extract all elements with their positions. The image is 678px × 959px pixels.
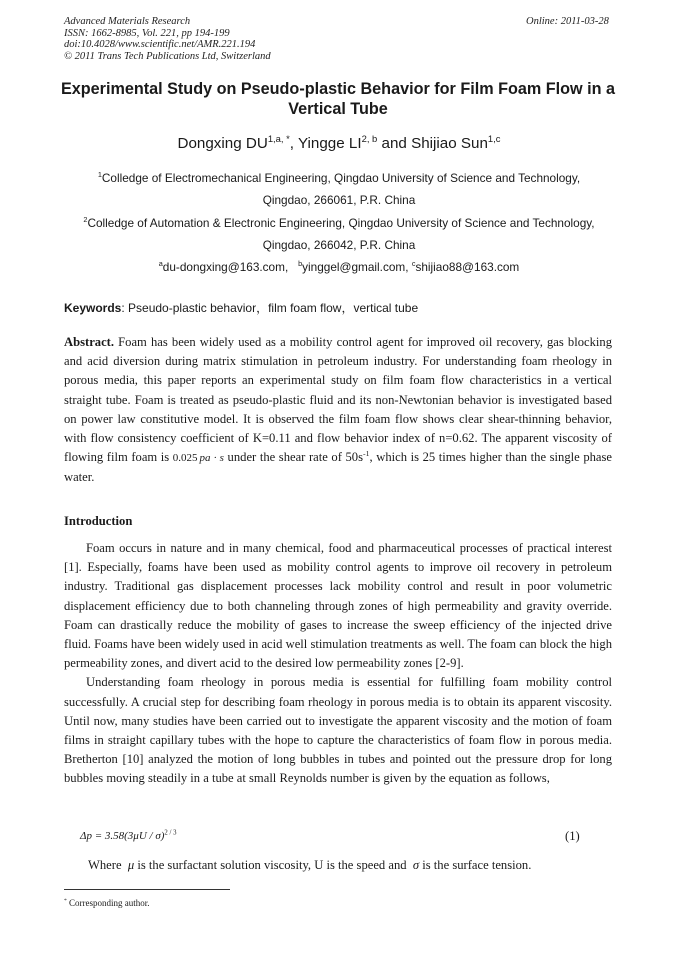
mu-symbol: μ bbox=[127, 858, 135, 872]
footnote-text: Corresponding author. bbox=[66, 898, 150, 908]
intro-paragraph-1: Foam occurs in nature and in many chemical, food and pharmaceutical processes of practical interest [1]. Especially, foams have been used as mobility control agents to improve oil recovery in petroleum industry. Traditional gas displacement processes lack mobility control and result in poor volumetric displacement efficiency due to both channeling through zones of high permeability and gravity override. Foam can drastically reduce the mobility of gases to increase the sweep efficiency of the injected drive fluid. Foams have been widely used in acid well stimulation treatments as well. The foam can block the high permeability zones, and divert acid to the desired low permeability zones [2-9]. bbox=[64, 541, 612, 671]
copyright-line: © 2011 Trans Tech Publications Ltd, Switzerland bbox=[64, 50, 271, 62]
title-line-1: Experimental Study on Pseudo-plastic Behavior for Film Foam Flow in a bbox=[60, 80, 616, 98]
affiliation-1-line-1: Colledge of Electromechanical Engineering, Qingdao University of Science and Technology, bbox=[101, 171, 581, 185]
author-li-marks: 2, b bbox=[361, 132, 378, 144]
email-sun: shijiao88@163.com bbox=[415, 260, 520, 274]
issn-line: ISSN: 1662-8985, Vol. 221, pp 194-199 bbox=[64, 27, 230, 39]
viscosity-unit: pa · s bbox=[199, 452, 224, 465]
equation-body: Δp = 3.58(3μU / σ) bbox=[80, 830, 165, 842]
keywords-text: : Pseudo-plastic behavior，film foam flow，vertical tube bbox=[121, 301, 419, 315]
author-separator: , bbox=[289, 135, 298, 152]
intro-paragraph-2: Understanding foam rheology in porous media is essential for fulfilling foam mobility control successfully. A crucial step for describing foam rheology in porous media is to obtain its apparent viscosity. Until now, many studies have been carried out to investigate the apparent viscosity and the motion of foam films in straight capillary tubes with the hope to capture the characteristics of foam flow in porous media. Bretherton [10] analyzed the motion of long bubbles in tubes and pointed out the pressure drop for long bubbles moving steadily in a tube at small Reynolds number is given by the equation as follows, bbox=[64, 675, 612, 786]
author-du: Dongxing DU bbox=[177, 135, 268, 152]
email-li: yinggel@gmail.com, bbox=[302, 260, 409, 274]
intro-paragraph-3 bbox=[64, 856, 612, 875]
author-du-marks: 1,a, * bbox=[267, 132, 290, 144]
abstract-text: Foam has been widely used as a mobility control agent for improved oil recovery, gas blocking and acid diversion during matrix stimulation in petroleum industry. For understanding foam rheology in porous media, this paper reports an experimental study on film foam flow characteristics in a vertical straight tube. Foam is treated as pseudo-plastic fluid and its non-Newtonian behavior is investigated based on power law constitutive model. It is observed the film foam flow shows clear shear-thinning behavior, with flow consistency coefficient of K=0.11 and flow behavior index of n=0.62. The apparent viscosity of flowing film foam is bbox=[64, 335, 612, 465]
sigma-symbol: σ bbox=[412, 858, 420, 872]
introduction-body bbox=[64, 539, 612, 789]
author-separator: and bbox=[377, 135, 412, 152]
equation-1 bbox=[80, 830, 177, 842]
paper-title bbox=[55, 80, 621, 119]
section-heading-introduction: Introduction bbox=[64, 514, 133, 528]
affiliation-2 bbox=[60, 212, 618, 256]
affiliation-1 bbox=[60, 167, 618, 211]
viscosity-value: 0.025 bbox=[172, 452, 198, 465]
affiliation-1-line-2: Qingdao, 266061, P.R. China bbox=[262, 193, 416, 207]
para3-text-a: Where bbox=[88, 858, 125, 872]
equation-number: (1) bbox=[565, 829, 580, 843]
abstract-shear-rate: under the shear rate of 50s bbox=[223, 450, 363, 465]
shear-rate-exponent: -1 bbox=[363, 449, 370, 459]
para3-text-b: is the surfactant solution viscosity, U is the speed and bbox=[134, 858, 410, 872]
affiliation-2-line-1: Colledge of Automation & Electronic Engineering, Qingdao University of Science and Technology, bbox=[87, 216, 595, 230]
author-sun-marks: 1,c bbox=[487, 132, 501, 144]
affiliation-2-line-2: Qingdao, 266042, P.R. China bbox=[262, 238, 416, 252]
abstract-label: Abstract. bbox=[64, 335, 115, 349]
footnote-rule bbox=[64, 889, 230, 890]
para3-text-c: is the surface tension. bbox=[419, 858, 532, 872]
abstract-conclusion: , which is 25 times higher than the single phase water. bbox=[64, 450, 612, 485]
footnote bbox=[64, 898, 150, 908]
title-line-2: Vertical Tube bbox=[288, 99, 388, 118]
keywords-label: Keywords bbox=[64, 301, 122, 315]
email-du: du-dongxing@163.com, bbox=[162, 260, 289, 274]
author-list bbox=[40, 132, 638, 152]
doi-line: doi:10.4028/www.scientific.net/AMR.221.194 bbox=[64, 39, 256, 50]
email-a-mark: a bbox=[158, 259, 163, 269]
email-c-mark: c bbox=[411, 259, 416, 269]
running-header bbox=[64, 16, 271, 62]
equation-exponent: 2 / 3 bbox=[164, 829, 177, 837]
journal-name: Advanced Materials Research bbox=[64, 16, 191, 27]
keywords bbox=[64, 299, 418, 316]
abstract bbox=[64, 333, 612, 488]
affiliation-2-mark: 2 bbox=[83, 215, 88, 225]
footnote-mark: * bbox=[64, 898, 67, 904]
email-b-mark: b bbox=[298, 259, 303, 269]
author-sun: Shijiao Sun bbox=[411, 135, 488, 152]
author-emails bbox=[60, 256, 618, 278]
online-date: Online: 2011-03-28 bbox=[526, 16, 609, 27]
author-li: Yingge LI bbox=[297, 135, 362, 152]
affiliation-1-mark: 1 bbox=[97, 170, 102, 180]
